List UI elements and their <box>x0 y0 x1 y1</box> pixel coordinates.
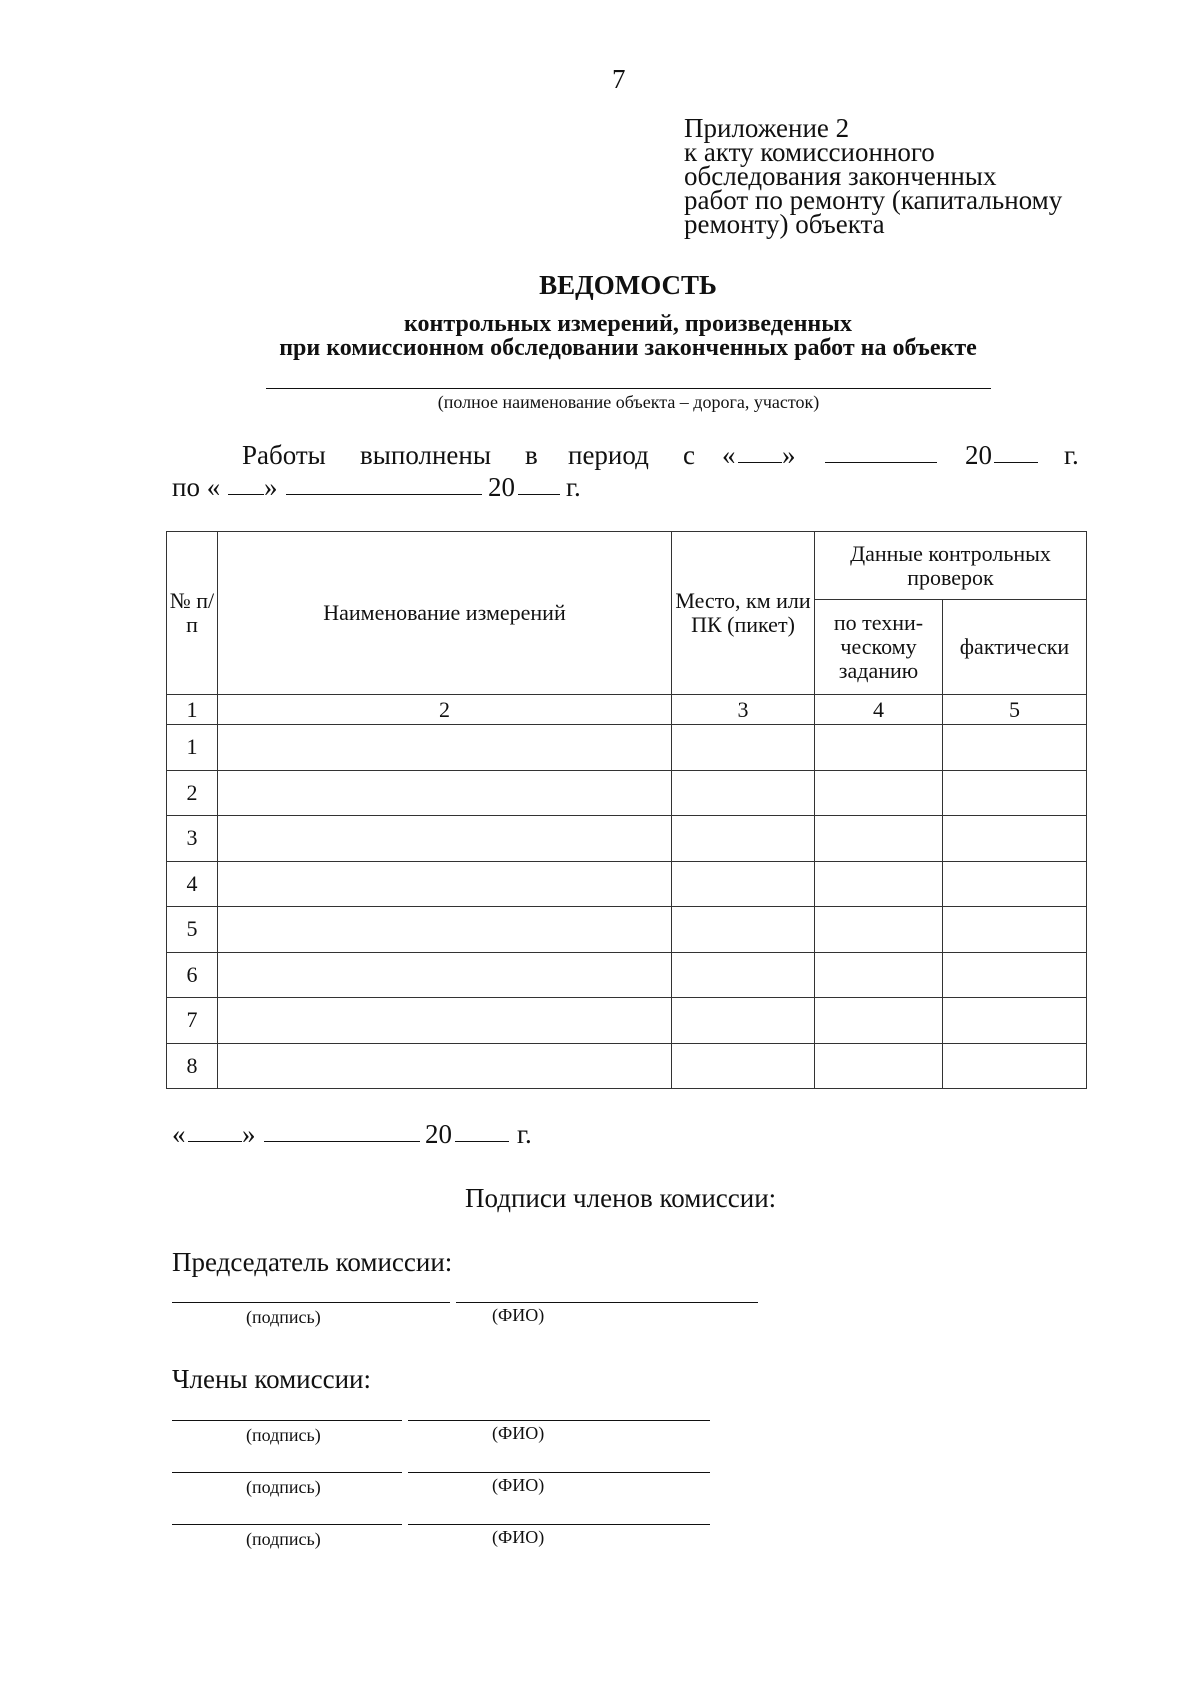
member-name-caption: (ФИО) <box>492 1423 545 1443</box>
table-row <box>167 725 1087 771</box>
column-numbers-row <box>167 695 1087 725</box>
name-cell[interactable] <box>218 998 672 1044</box>
period-word-to: по « <box>172 472 221 502</box>
member-signature-line[interactable] <box>172 1524 402 1525</box>
document-subtitle-line: при комиссионном обследовании законченных работ на объекте <box>279 335 977 361</box>
column-number: 5 <box>943 695 1087 725</box>
table-row <box>167 907 1087 953</box>
row-number: 4 <box>167 861 218 907</box>
period-day-to-blank <box>228 472 264 495</box>
actual-cell[interactable] <box>943 998 1087 1044</box>
table-row <box>167 998 1087 1044</box>
header-number: № п/п <box>167 532 218 695</box>
members-label: Члены комиссии: <box>172 1364 371 1394</box>
name-cell[interactable] <box>218 816 672 862</box>
place-cell[interactable] <box>672 861 815 907</box>
header-name: Наименование измерений <box>218 532 672 695</box>
period-year-suffix: г. <box>1064 440 1079 470</box>
chairman-name-line[interactable] <box>456 1302 758 1303</box>
name-cell[interactable] <box>218 952 672 998</box>
row-number: 6 <box>167 952 218 998</box>
period-year-to-blank <box>518 472 560 495</box>
actual-cell[interactable] <box>943 861 1087 907</box>
actual-cell[interactable] <box>943 907 1087 953</box>
place-cell[interactable] <box>672 952 815 998</box>
name-cell[interactable] <box>218 861 672 907</box>
signatures-heading: Подписи членов комиссии: <box>465 1183 777 1213</box>
chairman-signature-caption: (подпись) <box>246 1307 321 1327</box>
period-word-from: с <box>683 440 695 470</box>
period-word-works: Работы <box>242 440 326 470</box>
table-row <box>167 1043 1087 1089</box>
appendix-reference <box>684 113 1063 239</box>
date-month-blank <box>264 1119 420 1142</box>
member-name-caption: (ФИО) <box>492 1527 545 1547</box>
header-actual: фактически <box>943 600 1087 695</box>
table-row <box>167 770 1087 816</box>
row-number: 5 <box>167 907 218 953</box>
column-number: 1 <box>167 695 218 725</box>
header-place: Место, км или ПК (пикет) <box>672 532 815 695</box>
place-cell[interactable] <box>672 770 815 816</box>
place-cell[interactable] <box>672 1043 815 1089</box>
header-control-data: Данные контрольных проверок <box>815 532 1087 600</box>
member-name-line[interactable] <box>408 1420 710 1421</box>
row-number: 8 <box>167 1043 218 1089</box>
member-signature-line[interactable] <box>172 1420 402 1421</box>
period-word-done: выполнены <box>360 440 491 470</box>
actual-cell[interactable] <box>943 816 1087 862</box>
table-row <box>167 952 1087 998</box>
member-name-line[interactable] <box>408 1524 710 1525</box>
period-line-1 <box>0 440 1200 472</box>
member-signature-caption: (подпись) <box>246 1529 321 1549</box>
period-line-2 <box>0 472 1200 504</box>
name-cell[interactable] <box>218 770 672 816</box>
column-number: 4 <box>815 695 943 725</box>
period-quote-close: » <box>782 440 796 470</box>
appendix-line: к акту комиссионного <box>684 137 935 167</box>
document-title: ВЕДОМОСТЬ <box>539 270 717 300</box>
period-word-in: в <box>525 440 538 470</box>
chairman-label: Председатель комиссии: <box>172 1247 453 1277</box>
period-year-prefix: 20 <box>488 472 515 502</box>
place-cell[interactable] <box>672 816 815 862</box>
column-number: 2 <box>218 695 672 725</box>
object-name-caption: (полное наименование объекта – дорога, участок) <box>437 392 820 412</box>
period-year-prefix: 20 <box>965 440 992 470</box>
member-name-line[interactable] <box>408 1472 710 1473</box>
page-number: 7 <box>612 64 626 94</box>
by-spec-cell[interactable] <box>815 816 943 862</box>
row-number: 2 <box>167 770 218 816</box>
table-row <box>167 861 1087 907</box>
period-month-from-blank <box>825 440 937 463</box>
object-name-line <box>266 388 991 389</box>
period-month-to-blank <box>286 472 482 495</box>
actual-cell[interactable] <box>943 725 1087 771</box>
by-spec-cell[interactable] <box>815 907 943 953</box>
by-spec-cell[interactable] <box>815 998 943 1044</box>
by-spec-cell[interactable] <box>815 1043 943 1089</box>
by-spec-cell[interactable] <box>815 861 943 907</box>
appendix-line: Приложение 2 <box>684 113 850 143</box>
date-year-prefix: 20 <box>425 1119 452 1149</box>
name-cell[interactable] <box>218 1043 672 1089</box>
document-subtitle-line: контрольных измерений, произведенных <box>404 311 852 337</box>
appendix-line: работ по ремонту (капитальному <box>684 185 1063 215</box>
appendix-line: ремонту) объекта <box>684 209 885 239</box>
date-line <box>0 1119 1200 1151</box>
appendix-line: обследования законченных <box>684 161 997 191</box>
place-cell[interactable] <box>672 907 815 953</box>
name-cell[interactable] <box>218 907 672 953</box>
actual-cell[interactable] <box>943 1043 1087 1089</box>
by-spec-cell[interactable] <box>815 725 943 771</box>
member-name-caption: (ФИО) <box>492 1475 545 1495</box>
period-word-period: период <box>568 440 649 470</box>
period-year-suffix: г. <box>566 472 581 502</box>
date-year-blank <box>455 1119 509 1142</box>
by-spec-cell[interactable] <box>815 770 943 816</box>
member-signature-caption: (подпись) <box>246 1425 321 1445</box>
period-quote-close: » <box>264 472 278 502</box>
row-number: 7 <box>167 998 218 1044</box>
place-cell[interactable] <box>672 998 815 1044</box>
period-day-from-blank <box>738 440 782 463</box>
table-row <box>167 816 1087 862</box>
chairman-name-caption: (ФИО) <box>492 1305 545 1325</box>
name-cell[interactable] <box>218 725 672 771</box>
period-year-from-blank <box>994 440 1038 463</box>
member-signature-line[interactable] <box>172 1472 402 1473</box>
member-signature-caption: (подпись) <box>246 1477 321 1497</box>
column-number: 3 <box>672 695 815 725</box>
date-quote-close: » <box>242 1119 256 1149</box>
date-day-blank <box>188 1119 242 1142</box>
row-number: 3 <box>167 816 218 862</box>
by-spec-cell[interactable] <box>815 952 943 998</box>
date-quote-open: « <box>172 1119 186 1149</box>
measurements-table <box>166 531 1087 1089</box>
actual-cell[interactable] <box>943 770 1087 816</box>
period-quote-open: « <box>722 440 736 470</box>
actual-cell[interactable] <box>943 952 1087 998</box>
row-number: 1 <box>167 725 218 771</box>
chairman-signature-line[interactable] <box>172 1302 450 1303</box>
date-year-suffix: г. <box>517 1119 532 1149</box>
header-by-spec: по техни-ческому заданию <box>815 600 943 695</box>
place-cell[interactable] <box>672 725 815 771</box>
